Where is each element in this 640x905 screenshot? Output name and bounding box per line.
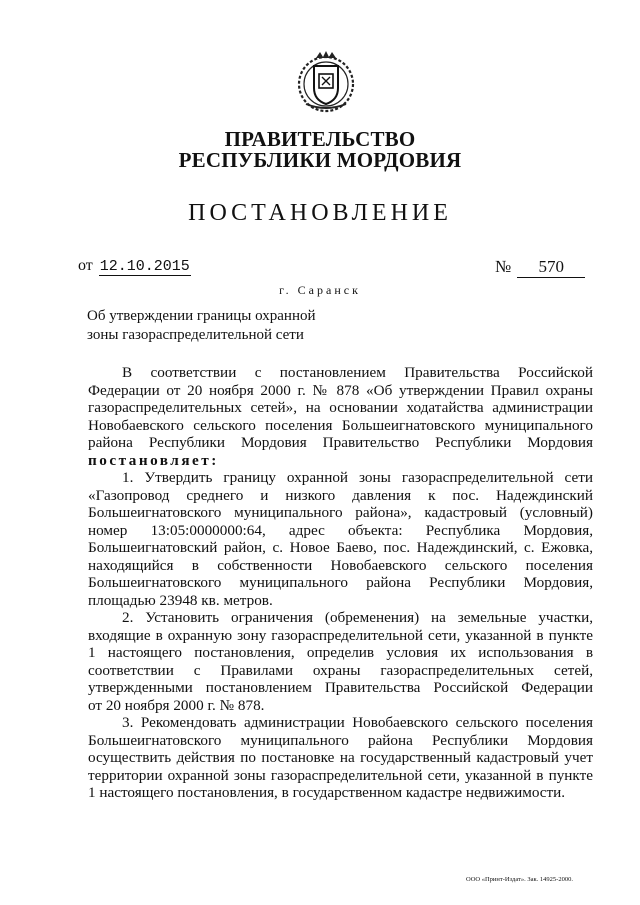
body-line: района Республики Мордовия Правительство Республики Мордовия [88,434,593,451]
government-title-line1: ПРАВИТЕЛЬСТВО [224,127,416,151]
body-line: Новобаевского сельского поселения Большеигнатовского муниципального [88,416,593,434]
body-line: утвержденными постановлением Правительства Российской Федерации [88,679,593,696]
body-text [88,364,593,802]
body-line: осуществить действия по постановке на государственный кадастровый учет [88,749,593,766]
coat-of-arms-icon [292,48,360,116]
body-line: Большеигнатовского муниципального района», кадастровый (условный) [88,504,593,521]
body-line: площадью 23948 кв. метров. [88,591,273,609]
subject-line: Об утверждении границы охранной [87,308,316,324]
government-title-line2: РЕСПУБЛИКИ МОРДОВИЯ [178,148,462,172]
body-line: находящийся в собственности Новобаевского сельского поселения [88,556,593,574]
body-line: 1 настоящего постановления, в государственном кадастре недвижимости. [88,784,566,801]
body-line: Федерации от 20 ноября 2000 г. № 878 «Об утверждении Правил охраны [88,381,593,399]
date-field [78,257,191,276]
subject-block [87,307,316,345]
body-line: соответствии с Правилами охраны газораспределительных сетей, [88,661,593,679]
body-line: Большеигнатовского муниципального района Республики Мордовия, [88,574,593,591]
body-line: 3. Рекомендовать администрации Новобаевского сельского поселения [122,714,593,731]
body-line: 2. Установить ограничения (обременения) на земельные участки, [122,609,593,626]
city-label: г. Саранск [279,283,361,297]
date-prefix: от [78,257,93,274]
number-field [495,257,585,278]
body-line: 1. Утвердить границу охранной зоны газораспределительной сети [122,469,593,486]
subject-line: зоны газораспределительной сети [87,327,304,343]
date-value: 12.10.2015 [99,258,190,275]
body-line: Большеигнатовского муниципального района Республики Мордовия [88,731,593,749]
body-line: «Газопровод среднего и низкого давления к пос. Надеждинский [88,486,593,504]
document-type-title: ПОСТАНОВЛЕНИЕ [188,200,452,226]
decree-word: постановляет: [88,451,219,469]
body-line: входящие в охранную зону газораспределительной сети, указанной в пункте [88,626,593,644]
number-value: 570 [517,257,585,278]
number-prefix: № [495,257,512,276]
body-line: Большеигнатовский район, с. Новое Баево, пос. Надеждинский, с. Ежовка, [88,539,593,556]
printer-imprint: ООО «Принт-Издат». Зак. 14925-2000. [466,876,573,883]
body-line: номер 13:05:0000000:64, адрес объекта: Республика Мордовия, [88,521,593,539]
body-line: территории охранной зоны газораспределительной сети, указанной в пункте [88,766,593,784]
body-line: 1 настоящего постановления, определив условия их использования в [88,644,593,661]
body-line: от 20 ноября 2000 г. № 878. [88,696,265,714]
body-line: В соответствии с постановлением Правительства Российской [122,364,593,381]
body-line: газораспределительных сетей», на основании ходатайства администрации [88,399,593,416]
